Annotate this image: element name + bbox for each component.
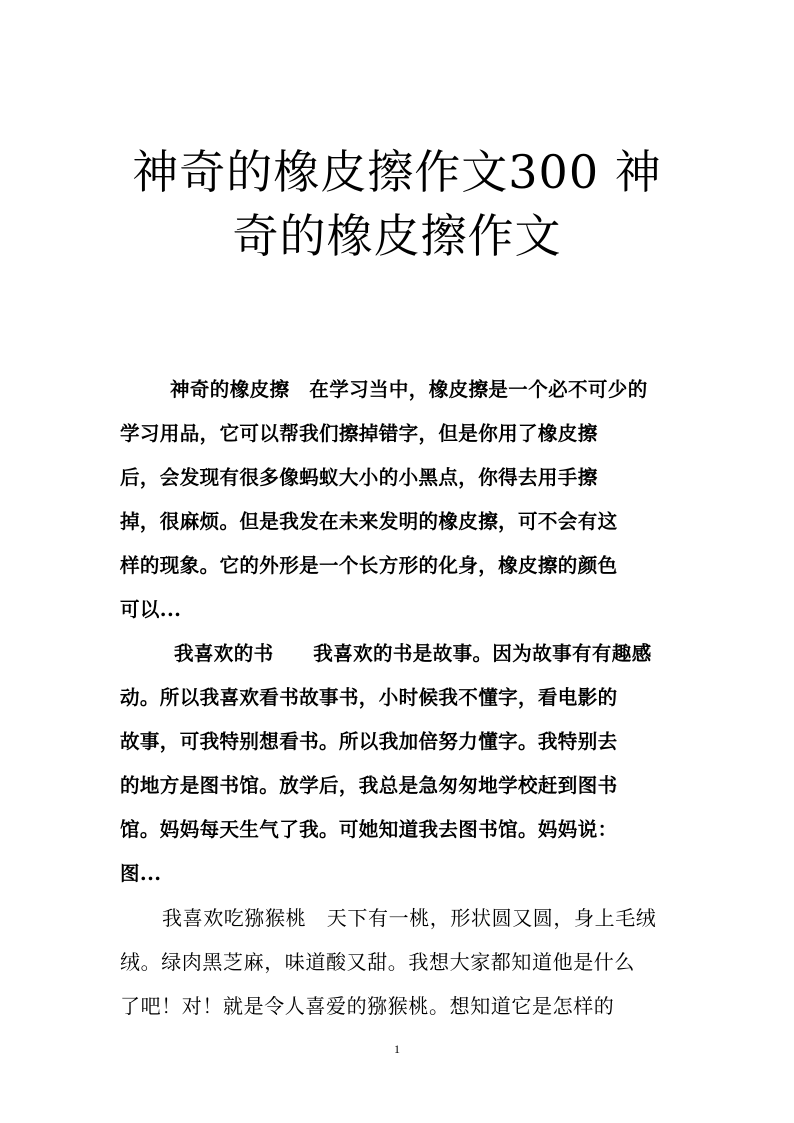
paragraph-favorite-book (120, 632, 680, 896)
title-line: 奇的橡皮擦作文 (232, 209, 562, 263)
paragraph-eraser (120, 368, 680, 632)
paragraph-line: 神奇的橡皮擦 在学习当中，橡皮擦是一个必不可少的 (170, 378, 648, 401)
paragraph-line: 馆。妈妈每天生气了我。可她知道我去图书馆。妈妈说： (120, 818, 618, 841)
document-body (120, 368, 680, 1028)
page-number: 1 (394, 1042, 400, 1056)
paragraph-line: 动。所以我喜欢看书故事书，小时候我不懂字，看电影的 (120, 686, 618, 709)
paragraph-line: 了吧！对！就是令人喜爱的猕猴桃。想知道它是怎样的 (120, 994, 615, 1018)
paragraph-line: 可以... (120, 598, 182, 621)
paragraph-line: 我喜欢的书 我喜欢的书是故事。因为故事有有趣感 (174, 642, 652, 665)
paragraph-line: 故事，可我特别想看书。所以我加倍努力懂字。我特别去 (120, 730, 618, 753)
paragraph-line: 我喜欢吃猕猴桃 天下有一桃，形状圆又圆，身上毛绒 (162, 906, 657, 930)
paragraph-line: 学习用品，它可以帮我们擦掉错字，但是你用了橡皮擦 (120, 422, 598, 445)
paragraph-line: 的地方是图书馆。放学后，我总是急匆匆地学校赶到图书 (120, 774, 618, 797)
paragraph-kiwi (120, 896, 680, 1028)
title-line: 神奇的橡皮擦作文300 神 (132, 145, 662, 199)
paragraph-line: 样的现象。它的外形是一个长方形的化身，橡皮擦的颜色 (120, 554, 618, 577)
paragraph-line: 图... (120, 862, 162, 885)
document-title (100, 140, 694, 268)
paragraph-line: 绒。绿肉黑芝麻，味道酸又甜。我想大家都知道他是什么 (120, 950, 635, 974)
paragraph-line: 后，会发现有很多像蚂蚁大小的小黑点，你得去用手擦 (120, 466, 598, 489)
paragraph-line: 掉，很麻烦。但是我发在未来发明的橡皮擦，可不会有这 (120, 510, 618, 533)
